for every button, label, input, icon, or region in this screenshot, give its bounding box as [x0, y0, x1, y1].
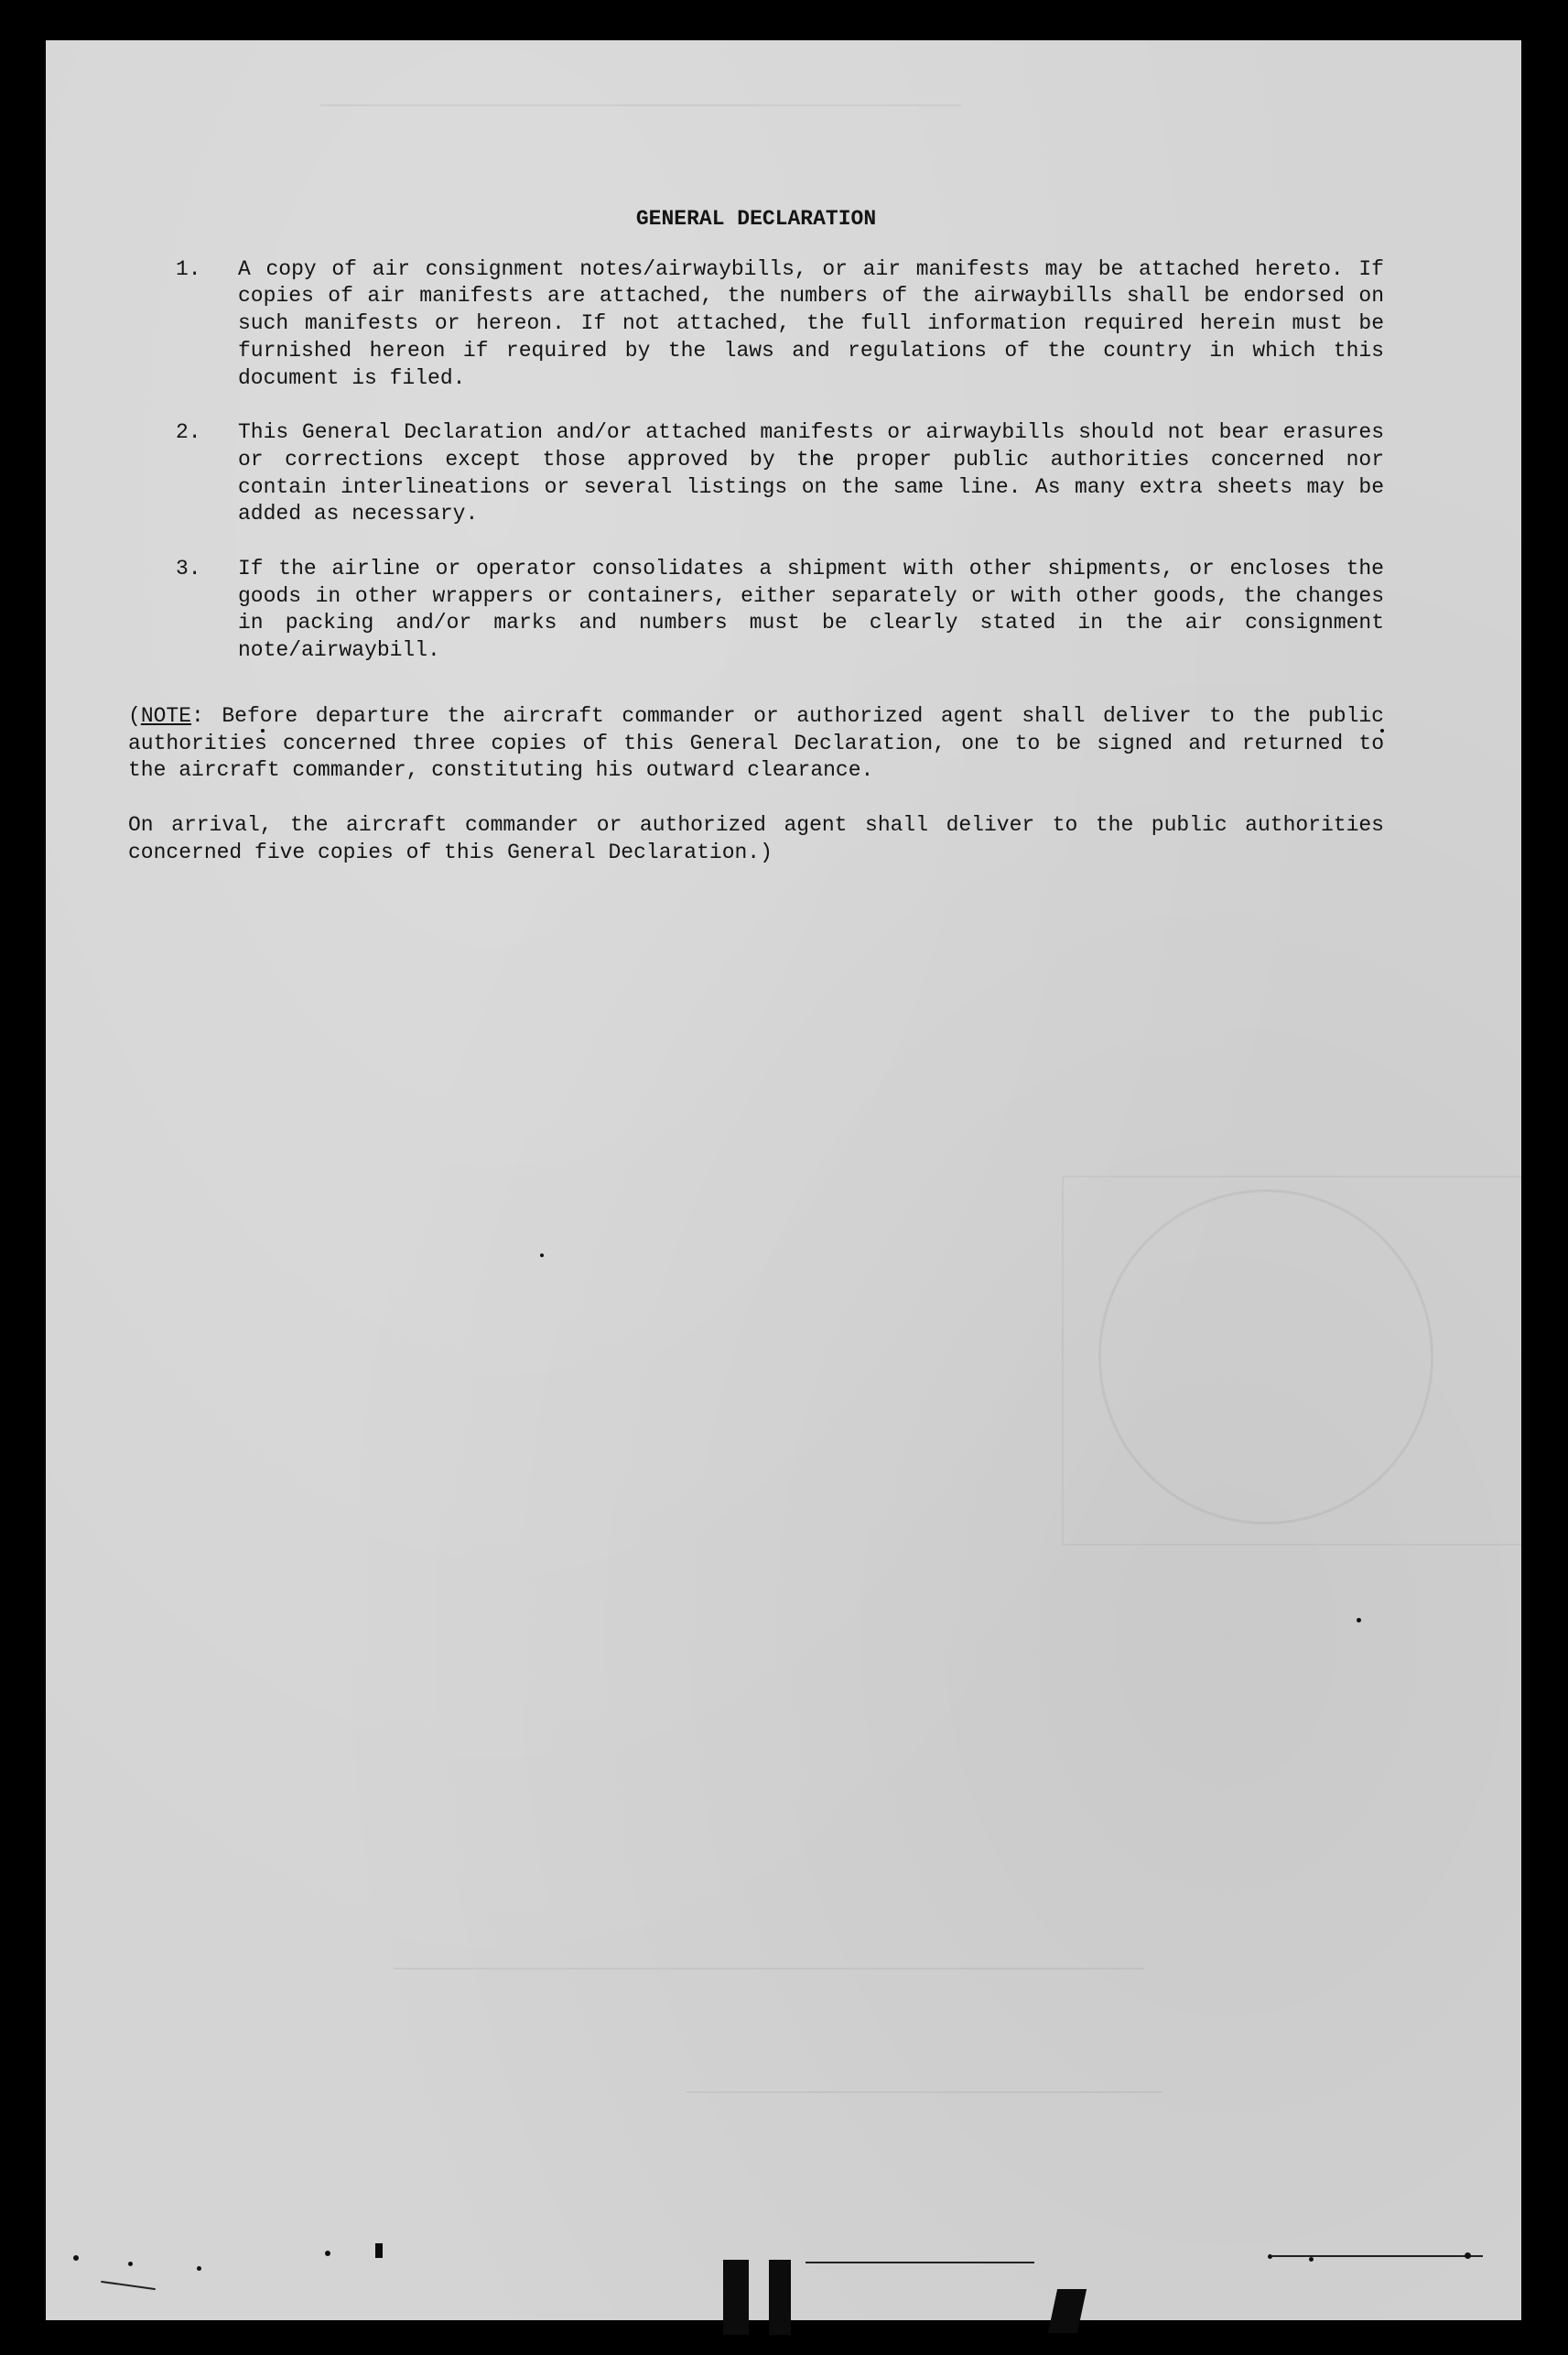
bleed-through-stamp: [1098, 1189, 1433, 1525]
note-paragraph: [128, 703, 1384, 785]
speck: [1309, 2257, 1314, 2262]
speck: [73, 2255, 79, 2261]
item-text: This General Declaration and/or attached manifests or airwaybills should not bear erasures or corrections except those approved by the proper public authorities concerned nor contain interlineations or several listings on the same line. As many extra sheets may be added as necessary.: [238, 420, 1384, 526]
item-number: 3.: [176, 557, 201, 581]
item-number: 2.: [176, 420, 201, 445]
bleed-through-line: [320, 104, 961, 106]
speck: [197, 2266, 201, 2271]
arrival-paragraph: On arrival, the aircraft commander or authorized agent shall deliver to the public authorities concerned five copies of this General Declaration.): [128, 812, 1384, 864]
speck: [1465, 2252, 1471, 2259]
bleed-through-line: [394, 1968, 1144, 1970]
note-open-paren: (: [128, 703, 141, 728]
bleed-through-line: [687, 2091, 1162, 2093]
speck: [1268, 2254, 1272, 2259]
list-item: [128, 419, 1384, 528]
speck: [540, 1253, 544, 1257]
speck: [325, 2251, 330, 2256]
document-title: GENERAL DECLARATION: [635, 207, 877, 231]
scan-artifact: [1272, 2255, 1483, 2257]
list-item: [128, 556, 1384, 665]
item-number: 1.: [176, 256, 201, 281]
note-text: Before departure the aircraft commander or authorized agent shall deliver to the public authorities concerned three copies of this General Declaration, one to be signed and returned to the aircraft commander, constituting his outward clearance.: [128, 703, 1384, 783]
list-item: [128, 256, 1384, 393]
speck: [1357, 1618, 1361, 1622]
declaration-body: [128, 206, 1384, 866]
item-text: If the airline or operator consolidates a shipment with other shipments, or encloses the goods in other wrappers or containers, either separately or with other goods, the changes in packing and/or marks and numbers must be clearly stated in the air consignment note/airwaybill.: [238, 557, 1384, 663]
speck: [128, 2262, 133, 2266]
item-text: A copy of air consignment notes/airwaybills, or air manifests may be attached hereto. If copies of air manifests are attached, the numbers of the airwaybills shall be endorsed on such manifests or hereon. If not attached, the full information required herein must be furnished hereon if required by the laws and regulations of the country in which this document is filed.: [238, 256, 1384, 390]
scan-artifact: [723, 2260, 749, 2335]
note-label: NOTE: [140, 703, 192, 728]
scan-artifact: [806, 2262, 1034, 2263]
note-colon: :: [191, 703, 204, 728]
scan-artifact: [375, 2243, 383, 2258]
scan-artifact: [769, 2260, 791, 2335]
